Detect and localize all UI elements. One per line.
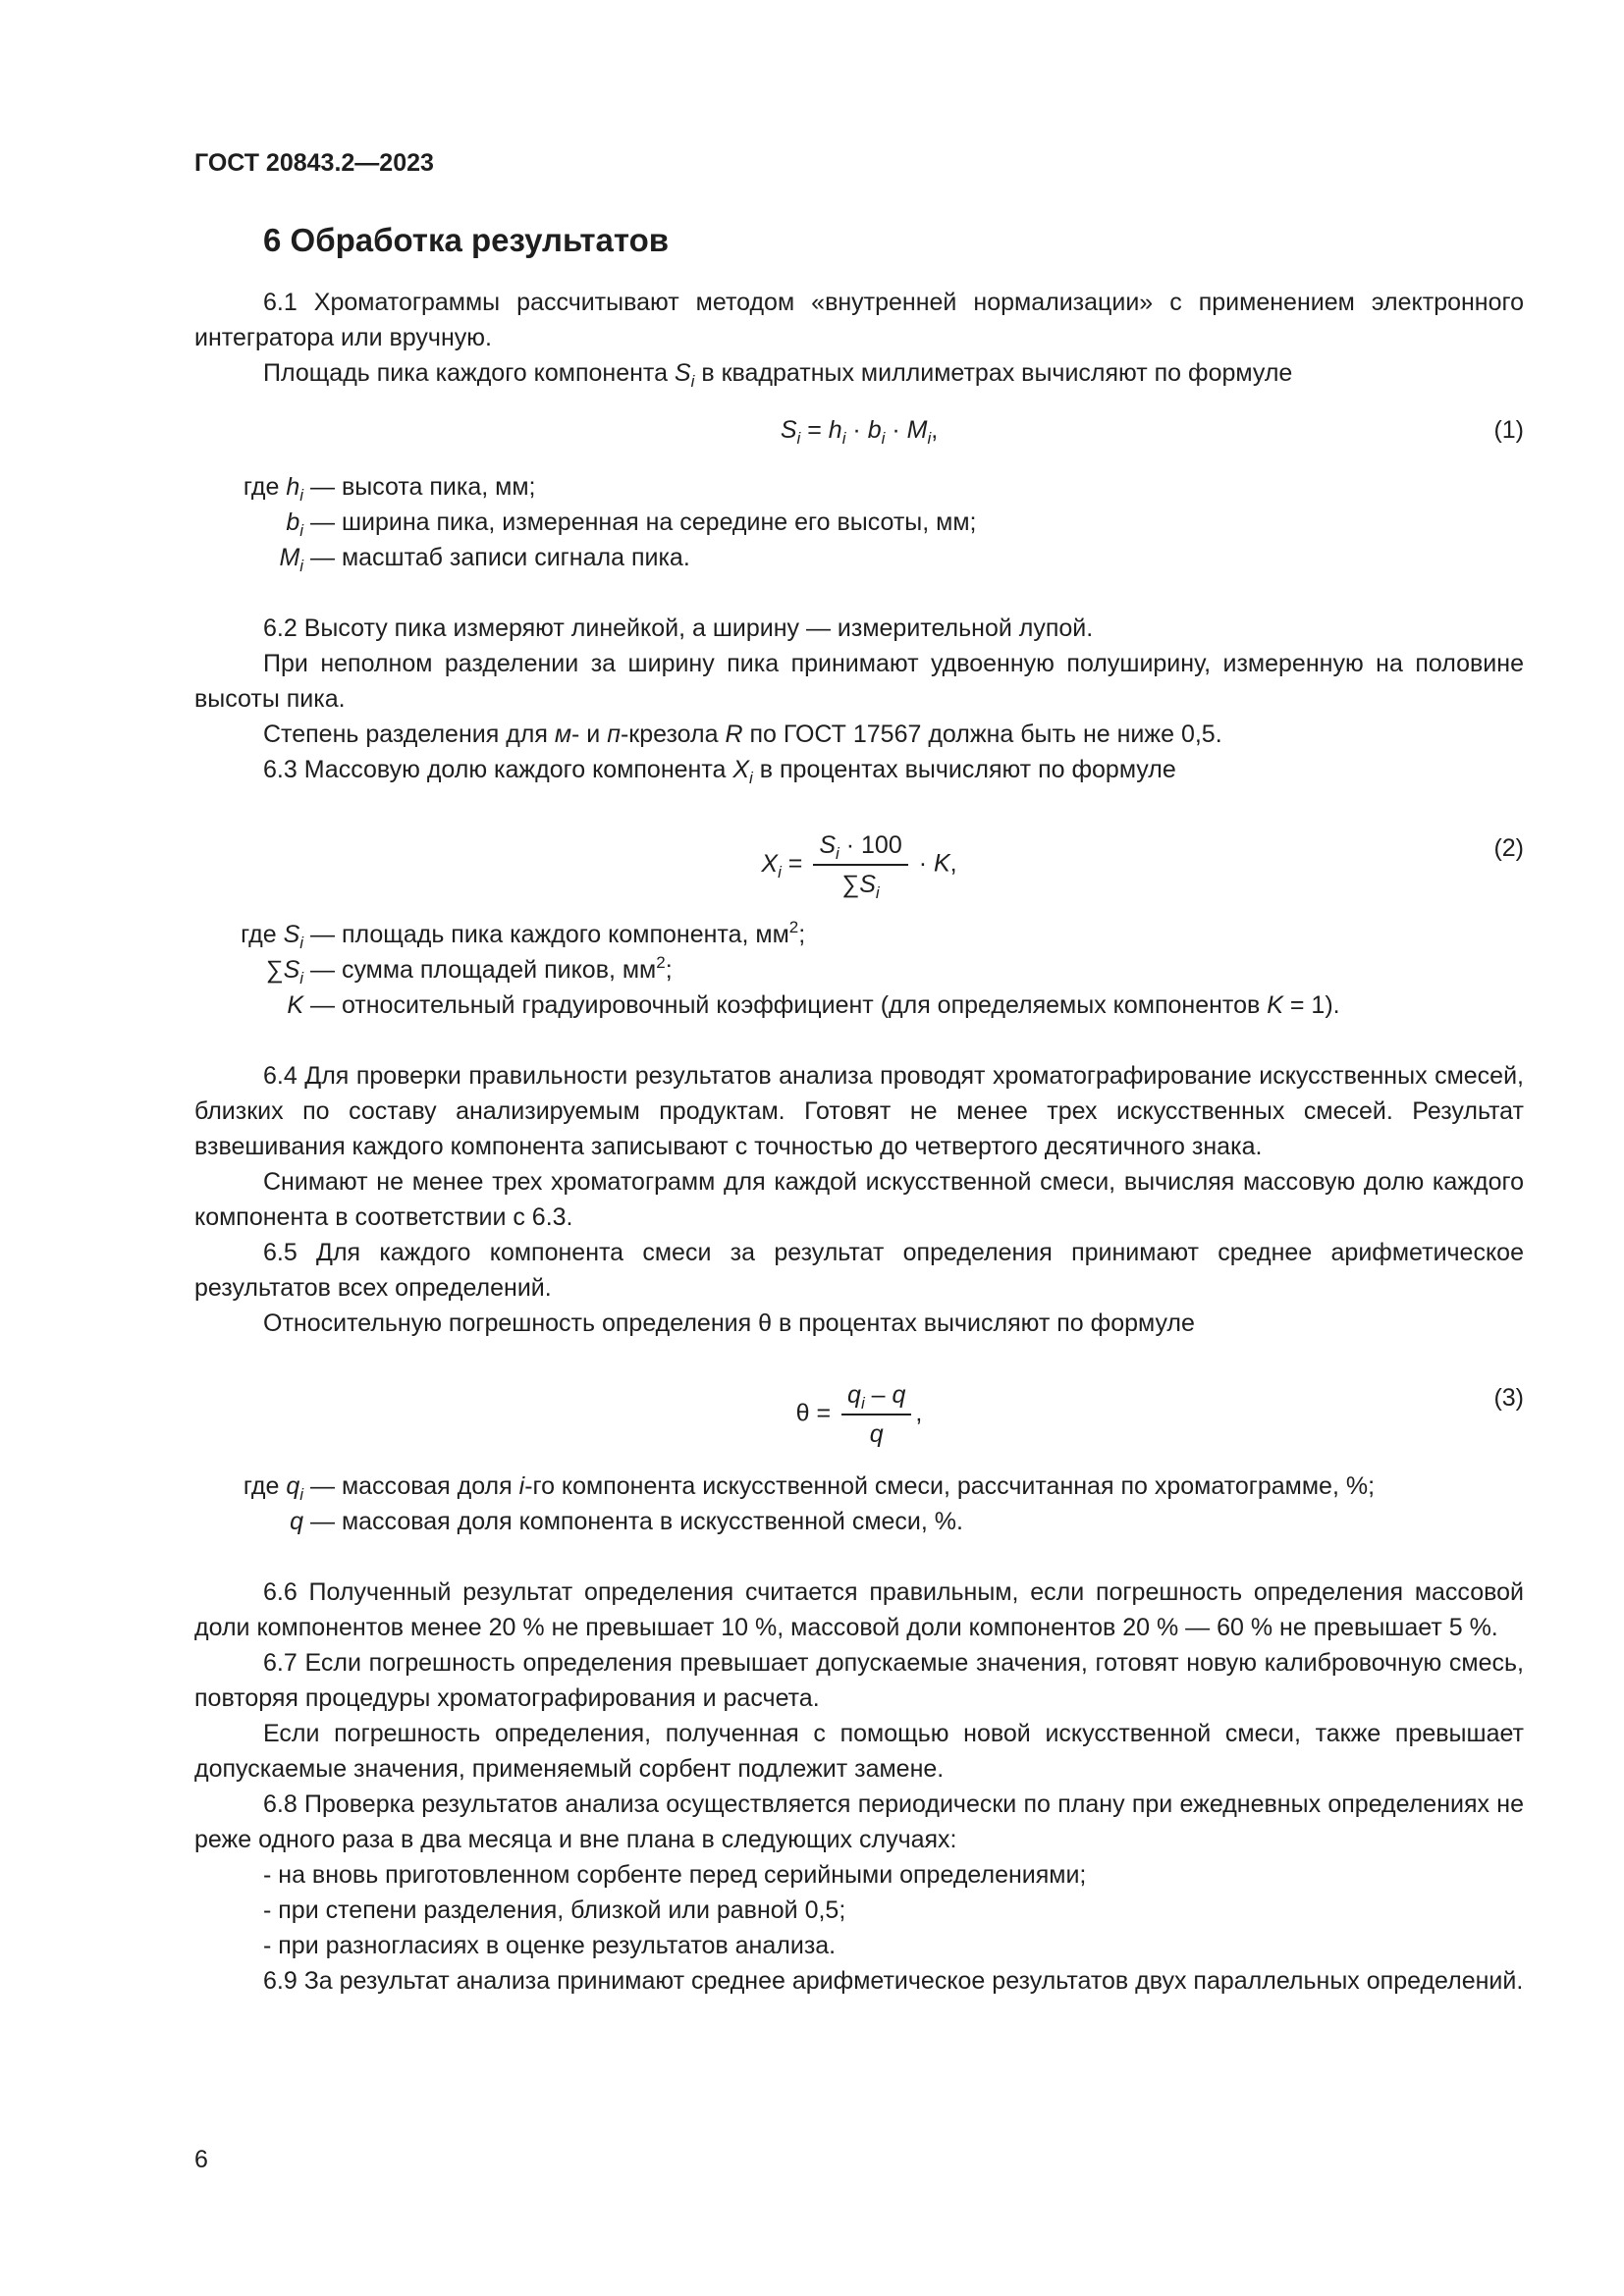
legend-row: $b_i$ — ширина пика, измеренная на середине его высоты, мм; [286,508,977,540]
legend-row: где $h_i$ — высота пика, мм; [243,473,536,505]
formula-1-number: (1) [1493,416,1524,444]
document-header: ГОСТ 20843.2—2023 [194,149,434,177]
legend-row: q — массовая доля компонента в искусственной смеси, %. [290,1508,963,1535]
paragraph-6-7-sorbent: Если погрешность определения, полученная с помощью новой искусственной смеси, также превышает допускаемые значения, применяемый сорбент подлежит замене. [194,1720,1524,1783]
paragraph-6-3: 6.3 Массовую долю каждого компонента $X_i$ в процентах вычисляют по формуле [263,756,1176,787]
formula-1-expression: $S_i = h_i \cdot b_i \cdot M_i$, [780,416,939,448]
section-body [194,285,1524,1999]
formula-3-legend [194,1468,1524,1539]
legend-row: K — относительный градуировочный коэффициент (для определяемых компонентов K = 1). [287,991,1340,1019]
formula-1 [194,391,1524,469]
paragraph-6-1-formula-intro: Площадь пика каждого компонента $S_i$ в квадратных миллиметрах вычисляют по формуле [263,359,1293,391]
paragraph-6-1: 6.1 Хроматограммы рассчитывают методом «внутренней нормализации» с применением электронного интегратора или вручную. [194,289,1524,351]
page-number: 6 [194,2146,208,2173]
list-item: - при степени разделения, близкой или равной 0,5; [263,1896,846,1924]
legend-row: $\sum S_i$ — сумма площадей пиков, $мм^2$; [265,953,673,988]
paragraph-6-6: 6.6 Полученный результат определения считается правильным, если погрешность определения массовой доли компонентов менее 20 % не превышает 10 %, массовой доли компонентов 20 % — 60 % не превышает 5 %. [194,1578,1524,1641]
legend-row: где $S_i$ — площадь пика каждого компонента, $мм^2$; [241,918,806,952]
legend-row: $M_i$ — масштаб записи сигнала пика. [279,544,690,575]
section-title: 6 Обработка результатов [263,222,670,258]
list-item: - при разногласиях в оценке результатов анализа. [263,1932,837,1959]
formula-3-number: (3) [1493,1384,1524,1412]
formula-2-number: (2) [1493,834,1524,862]
formula-2-legend [194,917,1524,1023]
paragraph-6-2-width: При неполном разделении за ширину пика принимают удвоенную полуширину, измеренную на половине высоты пика. [194,650,1524,713]
formula-2 [194,787,1524,917]
paragraph-6-5-error: Относительную погрешность определения θ в процентах вычисляют по формуле [263,1309,1195,1337]
legend-row: где $q_i$ — массовая доля i-го компонента искусственной смеси, рассчитанная по хроматограмме, %; [243,1472,1376,1504]
paragraph-6-5: 6.5 Для каждого компонента смеси за результат определения принимают среднее арифметическое результатов всех определений. [194,1239,1524,1302]
formula-3-expression: θ = $\frac{q_i - q}{q}$ , [795,1381,923,1448]
paragraph-6-8: 6.8 Проверка результатов анализа осуществляется периодически по плану при ежедневных определениях не реже одного раза в два месяца и вне плана в следующих случаях: [194,1790,1524,1853]
formula-3 [194,1341,1524,1468]
formula-1-legend [194,469,1524,575]
paragraph-6-7: 6.7 Если погрешность определения превышает допускаемые значения, готовят новую калибровочную смесь, повторяя процедуры хроматографирования и расчета. [194,1649,1524,1712]
paragraph-6-2: 6.2 Высоту пика измеряют линейкой, а ширину — измерительной лупой. [263,614,1094,642]
paragraph-6-2-resolution: Степень разделения для м- и п-крезола R по ГОСТ 17567 должна быть не ниже 0,5. [263,721,1222,748]
formula-2-expression: $X_i$ = $\frac{S_i \cdot 100}{\sum S_i}$ · K, [761,831,957,902]
paragraph-6-4-chromatograms: Снимают не менее трех хроматограмм для каждой искусственной смеси, вычисляя массовую долю каждого компонента в соответствии с 6.3. [194,1168,1524,1231]
paragraph-6-9: 6.9 За результат анализа принимают среднее арифметическое результатов двух параллельных определений. [263,1967,1524,1995]
paragraph-6-4: 6.4 Для проверки правильности результатов анализа проводят хроматографирование искусственных смесей, близких по составу анализируемым продуктам. Готовят не менее трех искусственных смесей. Результат взвешивания каждого компонента записывают с точностью до четвертого десятичного знака. [194,1062,1524,1160]
list-item: - на вновь приготовленном сорбенте перед серийными определениями; [263,1861,1087,1889]
